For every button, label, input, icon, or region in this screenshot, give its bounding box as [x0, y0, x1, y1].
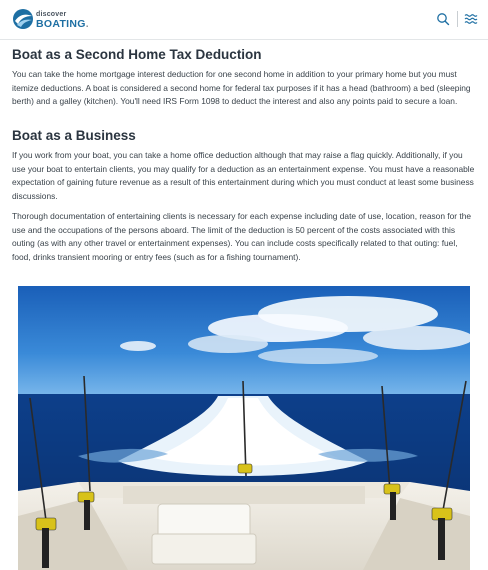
site-header	[0, 0, 488, 40]
wave-menu-icon[interactable]	[464, 12, 478, 26]
section-title-second-home: Boat as a Second Home Tax Deduction	[12, 47, 262, 62]
logo-text-boating: BOATING.	[36, 18, 89, 30]
discover-boating-logo[interactable]	[12, 8, 92, 32]
paragraph-second-home: You can take the home mortgage interest deduction for one second home in addition to your primary home but you must itemize deductions. A boat is considered a second home for federal tax purposes if it has a head (bathroom) a bed (sleeping berth) and a galley (kitchen). You'll need IRS Form 1098 to deduct the interest and also any points paid to secure a loan.	[12, 69, 471, 106]
header-divider	[457, 11, 458, 27]
search-icon[interactable]	[436, 12, 450, 26]
boat-wake-illustration	[18, 286, 470, 570]
boat-wake-photo	[18, 286, 470, 570]
logo-text-discover: discover	[36, 11, 67, 18]
logo-wave-icon	[12, 8, 34, 30]
paragraph-business-1: If you work from your boat, you can take a home office deduction although that may raise a flag quickly. Additionally, if you use your boat to entertain clients, you may qualify for a deduction as an entertainment expense. You must have a reasonable expectation of gaining future revenue as a result of this entertainment during which you must conduct at least some business discussions.	[12, 150, 475, 201]
section-title-business: Boat as a Business	[12, 128, 136, 143]
paragraph-business-2: Thorough documentation of entertaining clients is necessary for each expense including date of use, location, reason for the use and the occupations of the persons aboard. The limit of the deduction is 50 percent of the costs associated with this outing (as with any other travel or entertainment expenses). You can include costs specifically related to that outing: fuel, food, drinks transient mooring or entry fees (such as for a fishing tournament).	[12, 211, 472, 262]
